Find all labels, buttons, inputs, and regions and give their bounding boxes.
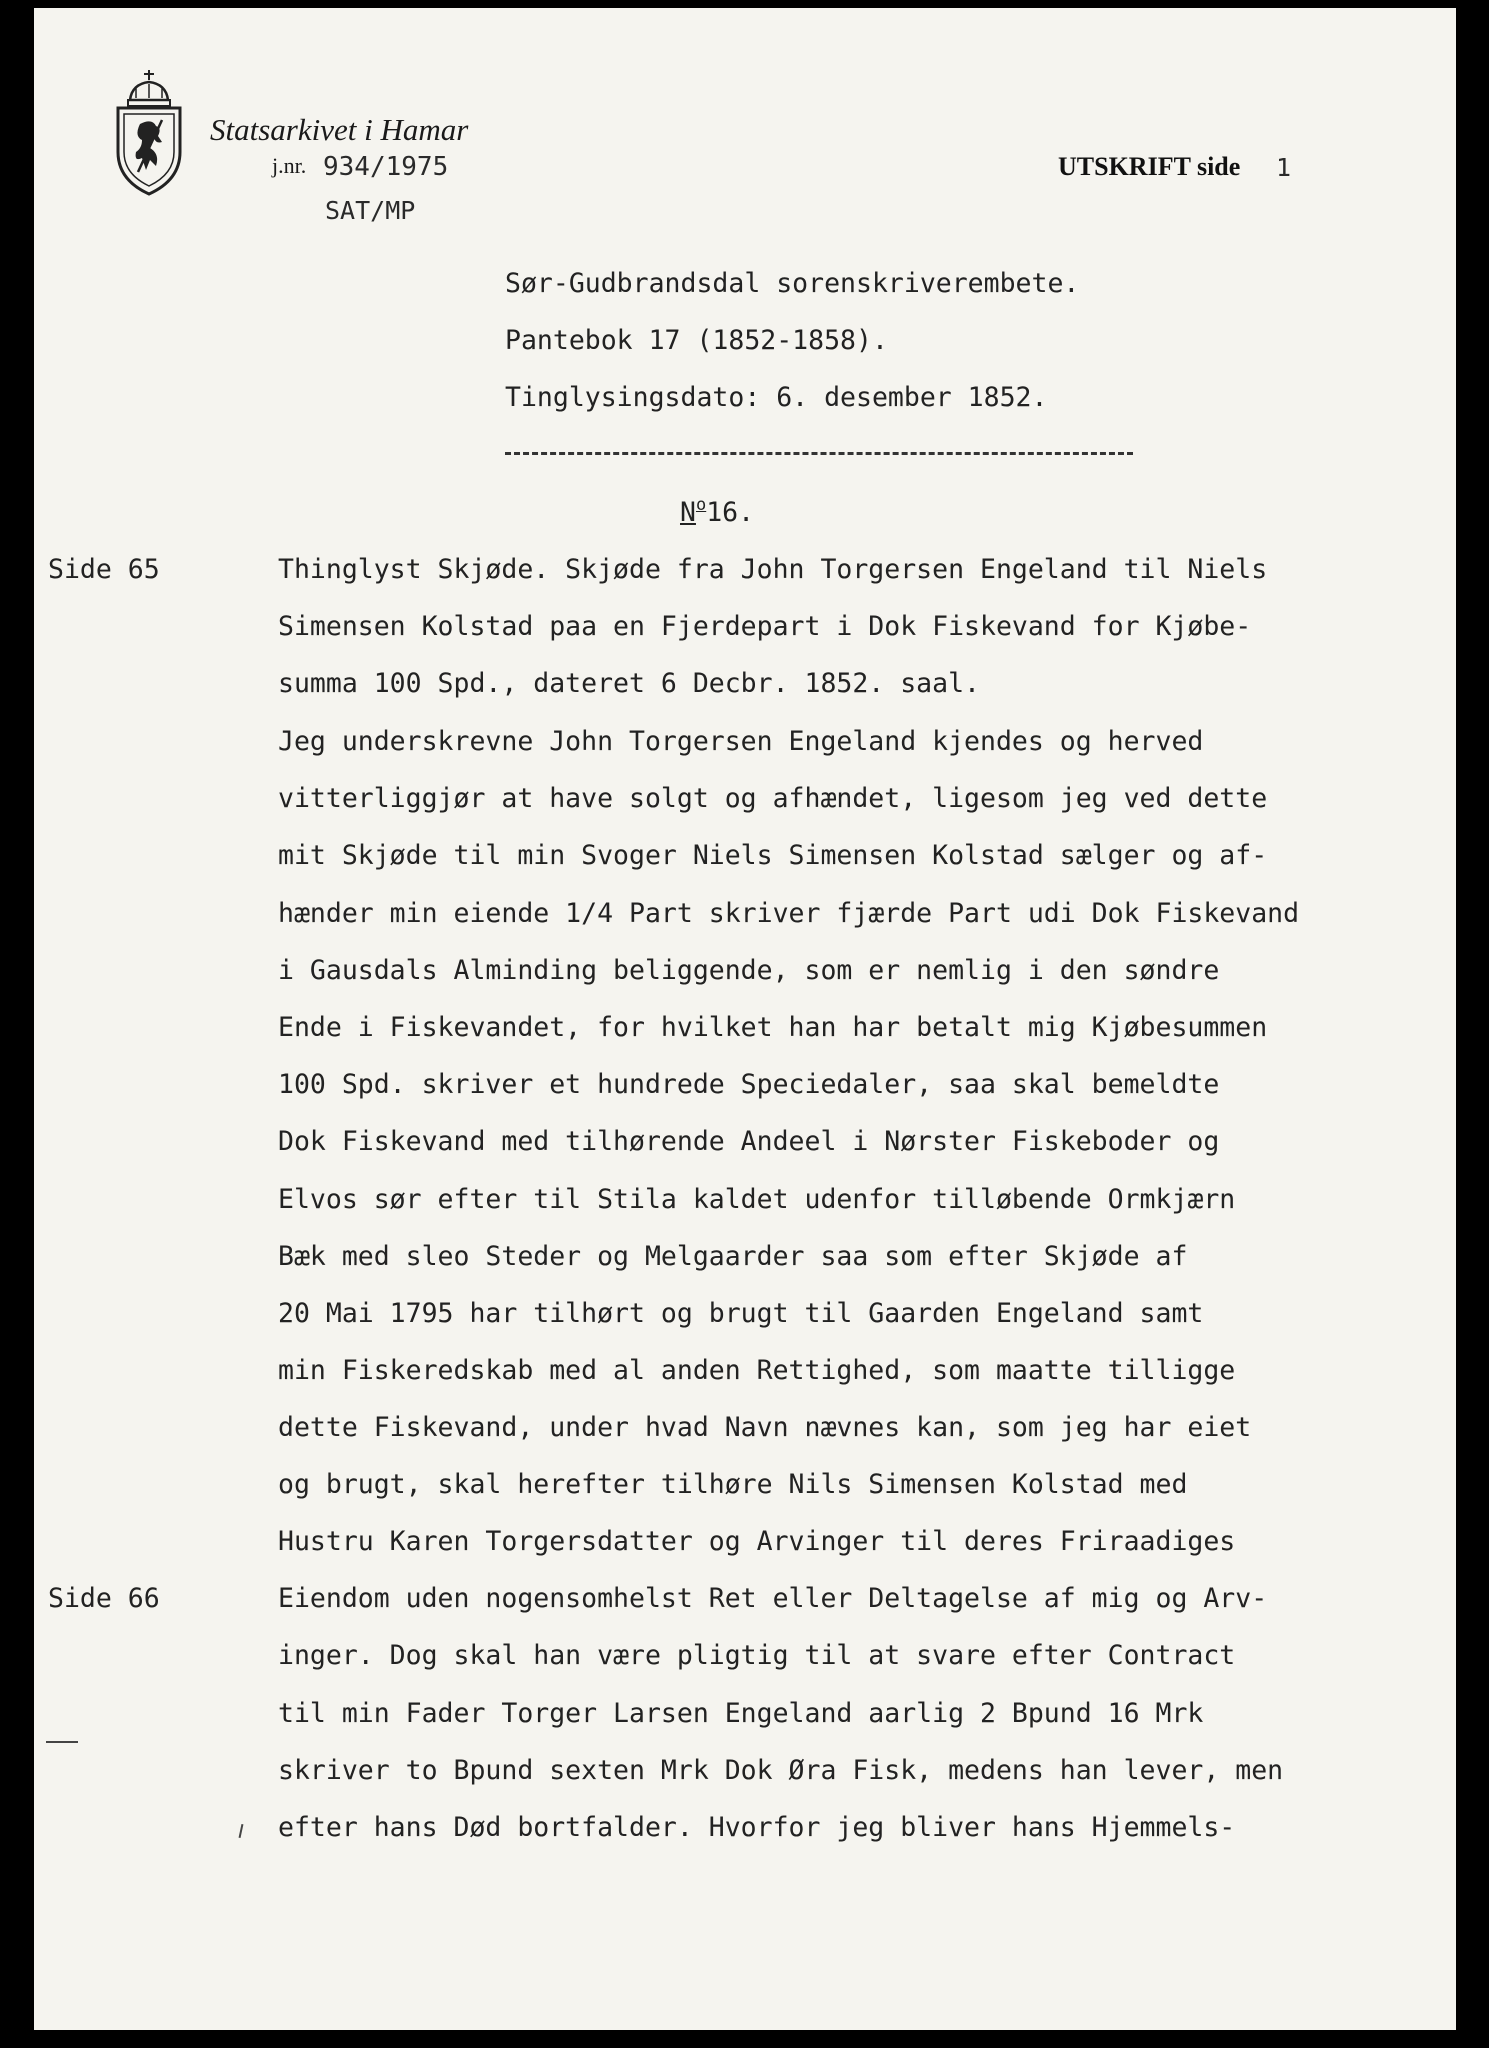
book-name: Pantebok 17 (1852-1858).	[505, 325, 888, 356]
body-line: Thinglyst Skjøde. Skjøde fra John Torgersen Engeland til Niels	[278, 554, 1268, 585]
body-line: efter hans Død bortfalder. Hvorfor jeg bliver hans Hjemmels-	[278, 1812, 1236, 1843]
printout-page-number: 1	[1276, 153, 1292, 182]
body-line: Simensen Kolstad paa en Fjerdepart i Dok Fiskevand for Kjøbe-	[278, 611, 1252, 642]
archive-name: Statsarkivet i Hamar	[210, 112, 469, 147]
body-line: Jeg underskrevne John Torgersen Engeland kjendes og herved	[278, 726, 1204, 757]
body-line: Hustru Karen Torgersdatter og Arvinger til deres Friraadiges	[278, 1526, 1236, 1557]
entry-number	[680, 495, 754, 528]
body-line: summa 100 Spd., dateret 6 Decbr. 1852. saal.	[278, 668, 980, 699]
body-line: 100 Spd. skriver et hundrede Speciedaler, saa skal bemeldte	[278, 1069, 1220, 1100]
body-line: Ende i Fiskevandet, for hvilket han har betalt mig Kjøbesummen	[278, 1012, 1268, 1043]
body-line: Eiendom uden nogensomhelst Ret eller Deltagelse af mig og Arv-	[278, 1583, 1268, 1614]
body-line: og brugt, skal herefter tilhøre Nils Simensen Kolstad med	[278, 1469, 1188, 1500]
body-line: vitterliggjør at have solgt og afhændet, ligesom jeg ved dette	[278, 783, 1268, 814]
body-line: inger. Dog skal han være pligtig til at svare efter Contract	[278, 1640, 1236, 1671]
printout-label: UTSKRIFT side	[1058, 152, 1241, 181]
body-line: 20 Mai 1795 har tilhørt og brugt til Gaarden Engeland samt	[278, 1298, 1204, 1329]
registration-date: Tinglysingsdato: 6. desember 1852.	[505, 382, 1048, 413]
entry-prefix: N	[680, 497, 696, 528]
entry-number-value: 16.	[706, 497, 755, 528]
reference-code: SAT/MP	[325, 196, 416, 225]
body-line: mit Skjøde til min Svoger Niels Simensen Kolstad sælger og af-	[278, 840, 1268, 871]
body-line: til min Fader Torger Larsen Engeland aarlig 2 Bpund 16 Mrk	[278, 1698, 1204, 1729]
entry-superscript: o	[695, 495, 707, 515]
margin-note-side-65: Side 65	[48, 554, 160, 585]
body-line: hænder min eiende 1/4 Part skriver fjærde Part udi Dok Fiskevand	[278, 898, 1300, 929]
court-name: Sør-Gudbrandsdal sorenskriverembete.	[505, 268, 1080, 299]
journal-number-label: j.nr.	[272, 153, 307, 178]
body-line: dette Fiskevand, under hvad Navn nævnes kan, som jeg har eiet	[278, 1412, 1252, 1443]
body-line: i Gausdals Alminding beliggende, som er nemlig i den søndre	[278, 955, 1220, 986]
body-line: Elvos sør efter til Stila kaldet udenfor tilløbende Ormkjærn	[278, 1184, 1236, 1215]
body-line: Bæk med sleo Steder og Melgaarder saa som efter Skjøde af	[278, 1241, 1188, 1272]
coat-of-arms-icon	[112, 68, 186, 198]
body-line: skriver to Bpund sexten Mrk Dok Øra Fisk, medens han lever, men	[278, 1755, 1284, 1786]
journal-number: 934/1975	[323, 152, 449, 182]
body-line: min Fiskeredskab med al anden Rettighed, som maatte tilligge	[278, 1355, 1236, 1386]
margin-dash-mark	[46, 1741, 78, 1743]
body-line: Dok Fiskevand med tilhørende Andeel i Nørster Fiskeboder og	[278, 1126, 1220, 1157]
separator-rule	[505, 452, 1133, 455]
margin-note-side-66: Side 66	[48, 1583, 160, 1614]
